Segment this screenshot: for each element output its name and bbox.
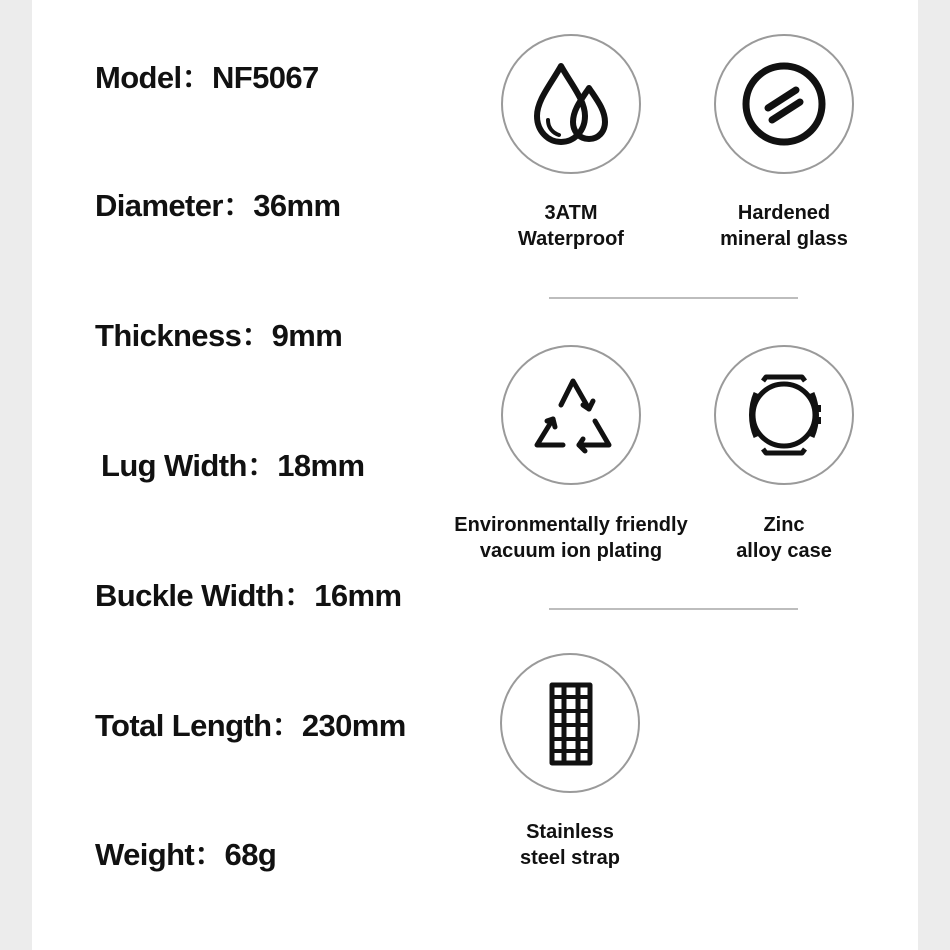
spec-thickness: Thickness：9mm (95, 318, 343, 353)
glass-badge (714, 34, 854, 174)
case-label-line1: Zinc (763, 514, 805, 536)
spec-weight: Weight：68g (95, 837, 277, 872)
strap-label-line2: steel strap (519, 847, 621, 869)
case-label-line2: alloy case (736, 540, 832, 562)
glass-label-line1: Hardened (737, 202, 831, 224)
strap-label-line1: Stainless (526, 821, 614, 843)
case-label (644, 512, 924, 564)
waterproof-badge (501, 34, 641, 174)
spec-model: Model：NF5067 (95, 60, 319, 95)
glass-icon (716, 36, 852, 172)
case-badge (714, 345, 854, 485)
waterproof-label-line2: Waterproof (518, 228, 624, 250)
water-drops-icon (503, 36, 639, 172)
strap-badge (500, 653, 640, 793)
section-divider (549, 608, 798, 610)
waterproof-label-line1: 3ATM (544, 202, 598, 224)
spec-total-length: Total Length：230mm (95, 708, 406, 743)
recycle-icon (503, 347, 639, 483)
glass-label-line2: mineral glass (720, 228, 848, 250)
strap-label (430, 819, 710, 871)
section-divider (549, 297, 798, 299)
plating-badge (501, 345, 641, 485)
spec-diameter: Diameter：36mm (95, 188, 341, 223)
plating-label-line2: vacuum ion plating (479, 540, 663, 562)
spec-buckle-width: Buckle Width：16mm (95, 578, 402, 613)
plating-label-line1: Environmentally friendly (454, 514, 688, 536)
spec-lug-width: Lug Width：18mm (101, 448, 365, 483)
glass-label (644, 200, 924, 252)
watch-case-icon (716, 347, 852, 483)
steel-strap-icon (502, 655, 638, 791)
